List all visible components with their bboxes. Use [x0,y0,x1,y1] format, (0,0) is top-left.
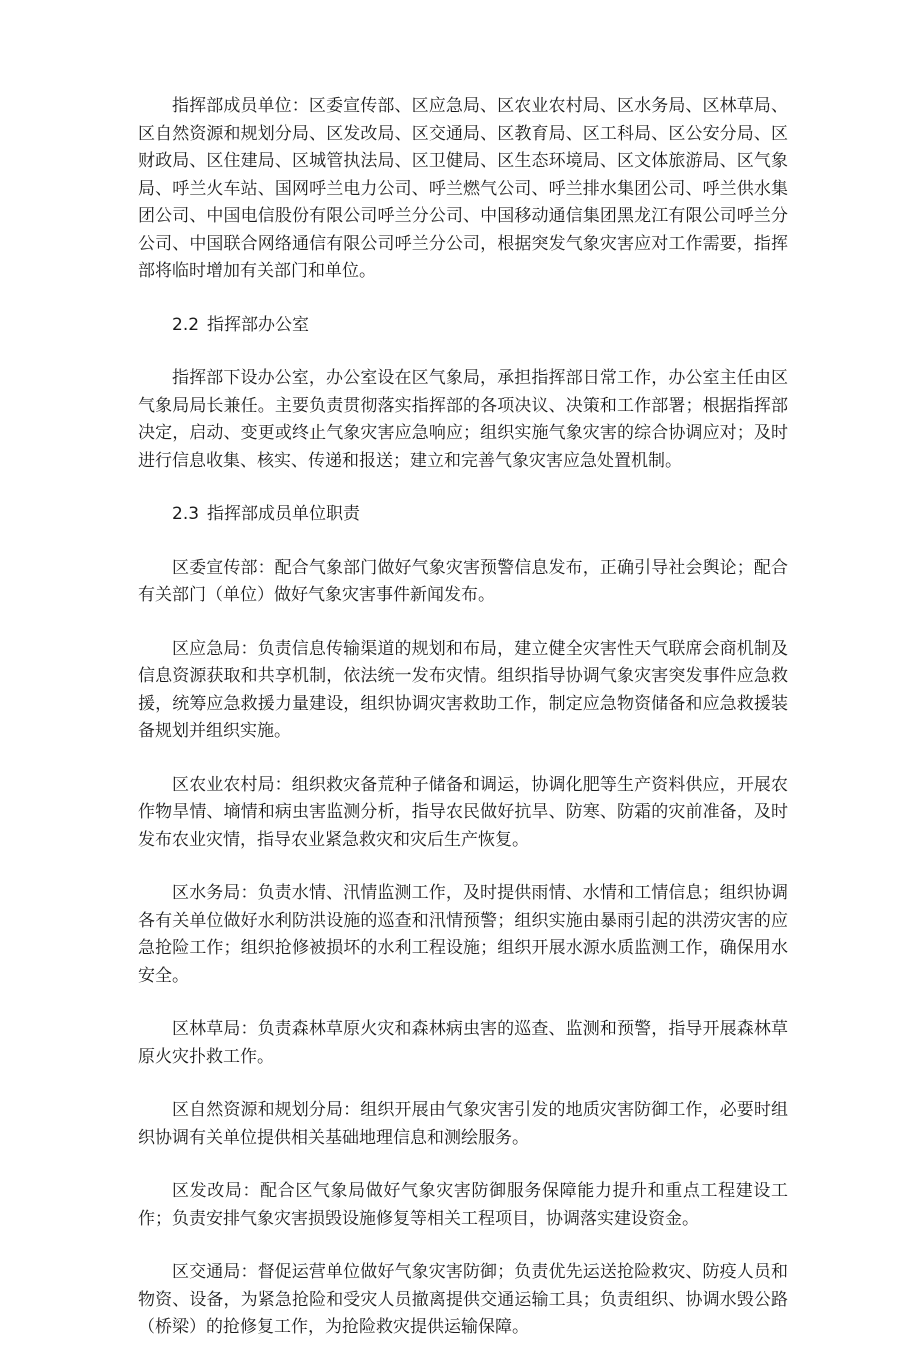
section-number: 2.3 [172,504,200,524]
section-heading-2-3 [138,501,788,529]
section-title: 指挥部办公室 [207,314,310,335]
duty-paragraph-agriculture: 区农业农村局：组织救灾备荒种子储备和调运，协调化肥等生产资料供应，开展农作物旱情、墒情和病虫害监测分析，指导农民做好抗旱、防寒、防霜的灾前准备，及时发布农业灾情，指导农业紧急救灾和灾后生产恢复。 [138,774,788,850]
section-heading-2-2 [138,312,788,340]
section-title: 指挥部成员单位职责 [207,504,361,524]
document-page [138,93,788,1368]
duty-paragraph-emergency: 区应急局：负责信息传输渠道的规划和布局，建立健全灾害性天气联席会商机制及信息资源获取和共享机制，依法统一发布灾情。组织指导协调气象灾害突发事件应急救援，统筹应急救援力量建设，组织协调灾害救助工作，制定应急物资储备和应急救援装备规划并组织实施。 [138,638,788,741]
duty-paragraph-transport: 区交通局：督促运营单位做好气象灾害防御；负责优先运送抢险救灾、防疫人员和物资、设备，为紧急抢险和受灾人员撤离提供交通运输工具；负责组织、协调水毁公路（桥梁）的抢修复工作，为抢险救灾提供运输保障。 [138,1262,788,1337]
duty-paragraph-water: 区水务局：负责水情、汛情监测工作，及时提供雨情、水情和工情信息；组织协调各有关单位做好水利防洪设施的巡查和汛情预警；组织实施由暴雨引起的洪涝灾害的应急抢险工作；组织抢修被损坏的水利工程设施；组织开展水源水质监测工作，确保用水安全。 [138,883,788,986]
section-number: 2.2 [172,314,200,335]
duty-paragraph-forestry: 区林草局：负责森林草原火灾和森林病虫害的巡查、监测和预警，指导开展森林草原火灾扑救工作。 [138,1019,788,1067]
duty-paragraph-propaganda: 区委宣传部：配合气象部门做好气象灾害预警信息发布，正确引导社会舆论；配合有关部门（单位）做好气象灾害事件新闻发布。 [138,557,788,605]
office-paragraph: 指挥部下设办公室，办公室设在区气象局，承担指挥部日常工作，办公室主任由区气象局局长兼任。主要负责贯彻落实指挥部的各项决议、决策和工作部署；根据指挥部决定，启动、变更或终止气象灾害应急响应；组织实施气象灾害的综合协调应对；及时进行信息收集、核实、传递和报送；建立和完善气象灾害应急处置机制。 [138,368,788,471]
duty-paragraph-development-reform: 区发改局：配合区气象局做好气象灾害防御服务保障能力提升和重点工程建设工作；负责安排气象灾害损毁设施修复等相关工程项目，协调落实建设资金。 [138,1181,788,1229]
members-paragraph: 指挥部成员单位：区委宣传部、区应急局、区农业农村局、区水务局、区林草局、区自然资源和规划分局、区发改局、区交通局、区教育局、区工科局、区公安分局、区财政局、区住建局、区城管执法局、区卫健局、区生态环境局、区文体旅游局、区气象局、呼兰火车站、国网呼兰电力公司、呼兰燃气公司、呼兰排水集团公司、呼兰供水集团公司、中国电信股份有限公司呼兰分公司、中国移动通信集团黑龙江有限公司呼兰分公司、中国联合网络通信有限公司呼兰分公司，根据突发气象灾害应对工作需要，指挥部将临时增加有关部门和单位。 [138,96,788,281]
duty-paragraph-natural-resources: 区自然资源和规划分局：组织开展由气象灾害引发的地质灾害防御工作，必要时组织协调有关单位提供相关基础地理信息和测绘服务。 [138,1100,788,1148]
